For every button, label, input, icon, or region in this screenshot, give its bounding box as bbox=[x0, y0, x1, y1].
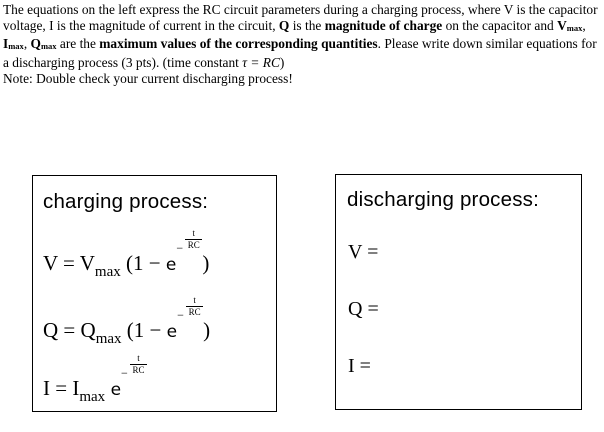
imax-symbol: Imax bbox=[3, 36, 24, 52]
vmax-symbol: Vmax bbox=[557, 18, 583, 34]
charge-phrase: magnitude of charge bbox=[324, 18, 443, 34]
charging-title: charging process: bbox=[43, 190, 209, 213]
charging-i-equation: $I = I_{max}$ e − $\frac{t}{RC}$ bbox=[43, 361, 147, 406]
time-constant: τ = RC bbox=[242, 54, 280, 70]
question-part-3: on the capacitor and bbox=[442, 18, 558, 34]
discharging-title: discharging process: bbox=[347, 188, 540, 211]
question-part-2: is the bbox=[289, 18, 325, 34]
question-part-6: ) bbox=[279, 54, 285, 70]
charging-box bbox=[32, 175, 277, 412]
charging-v-equation: $V = V_{max}$ (1 − e − $\frac{t}{RC}$ ) bbox=[43, 228, 210, 280]
discharging-q-equation: Q = bbox=[348, 298, 379, 320]
question-part-1: The equations on the left express the RC circuit parameters during a charging process, where V is the capacitor voltage, I is the magnitude of current in the circuit, bbox=[3, 2, 598, 34]
charging-q-equation: $Q = Q_{max}$ (1 − e − $\frac{t}{RC}$ ) bbox=[43, 295, 211, 347]
discharging-i-equation: I = bbox=[348, 355, 371, 377]
question-part-4: are the bbox=[56, 36, 100, 52]
qmax-symbol: Qmax bbox=[30, 36, 57, 52]
q-symbol: Q bbox=[278, 18, 290, 34]
max-phrase: maximum values of the corresponding quantities bbox=[99, 36, 378, 52]
question-text: The equations on the left express the RC circuit parameters during a charging process, where V is the capacitor voltage, I is the magnitude of current in the circuit, Q is the magnitude of charge on the capacitor and Vmax, Imax, Qmax are the maximum values of the corresponding quantities. Please write down similar equations for a discharging process (3 pts). (time constant τ = RC) Note: Double check your current discharging process! bbox=[3, 2, 598, 86]
discharging-v-equation: V = bbox=[348, 241, 379, 263]
question-part-5: . Please write down similar equations for a discharging process (3 pts). (time constant bbox=[3, 36, 597, 70]
note-text: Note: Double check your current discharging process! bbox=[3, 70, 293, 86]
discharging-box bbox=[335, 174, 582, 410]
